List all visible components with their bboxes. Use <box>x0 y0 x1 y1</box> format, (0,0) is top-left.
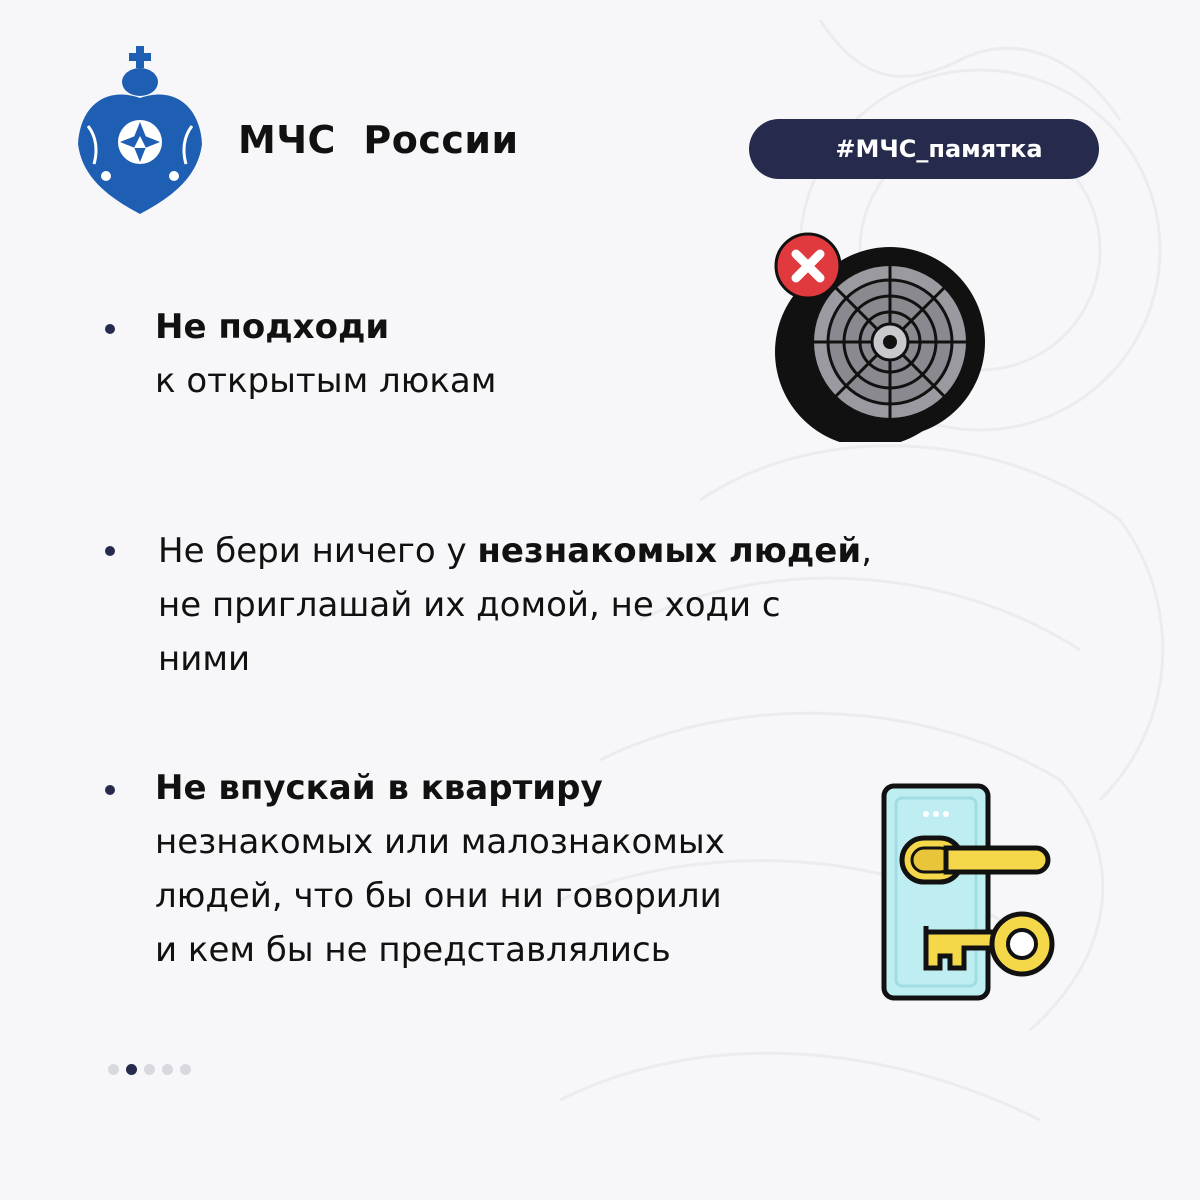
hashtag-badge <box>749 119 1099 179</box>
emchs-emblem-logo <box>76 46 204 216</box>
tip-1-body: к открытым люкам <box>155 361 497 401</box>
tip-3-heading: Не впускай в квартиру <box>155 768 603 808</box>
tip-2-line-2: не приглашай их домой, не ходи с <box>158 585 781 625</box>
tip-3-line-4: и кем бы не представлялись <box>155 930 671 970</box>
pager-dot-1[interactable] <box>108 1064 119 1075</box>
tip-2-text-a: Не бери ничего у <box>158 531 478 571</box>
tip-2-text-b: , <box>861 531 872 571</box>
pager-dot-3[interactable] <box>144 1064 155 1075</box>
pager-dot-4[interactable] <box>162 1064 173 1075</box>
bullet-1 <box>105 324 115 334</box>
tip-2-line-3: ними <box>158 639 251 679</box>
tip-1-heading: Не подходи <box>155 307 390 347</box>
pager-dot-5[interactable] <box>180 1064 191 1075</box>
tip-2-emphasis: незнакомых людей <box>477 531 862 571</box>
tip-2 <box>158 524 872 686</box>
tip-3-line-3: людей, что бы они ни говорили <box>155 876 722 916</box>
tip-3 <box>155 761 725 977</box>
bullet-3 <box>105 785 115 795</box>
carousel-pager <box>108 1064 191 1075</box>
tip-3-line-2: незнакомых или малознакомых <box>155 822 725 862</box>
tip-2-line-1 <box>158 524 872 578</box>
tip-1 <box>155 300 496 408</box>
door-lock-key-icon <box>876 780 1060 1004</box>
hashtag-text: #МЧС_памятка <box>835 135 1043 163</box>
bullet-2 <box>105 546 115 556</box>
pager-dot-2-active[interactable] <box>126 1064 137 1075</box>
brand-title: МЧС России <box>238 118 519 162</box>
manhole-crossed-icon <box>770 232 990 442</box>
